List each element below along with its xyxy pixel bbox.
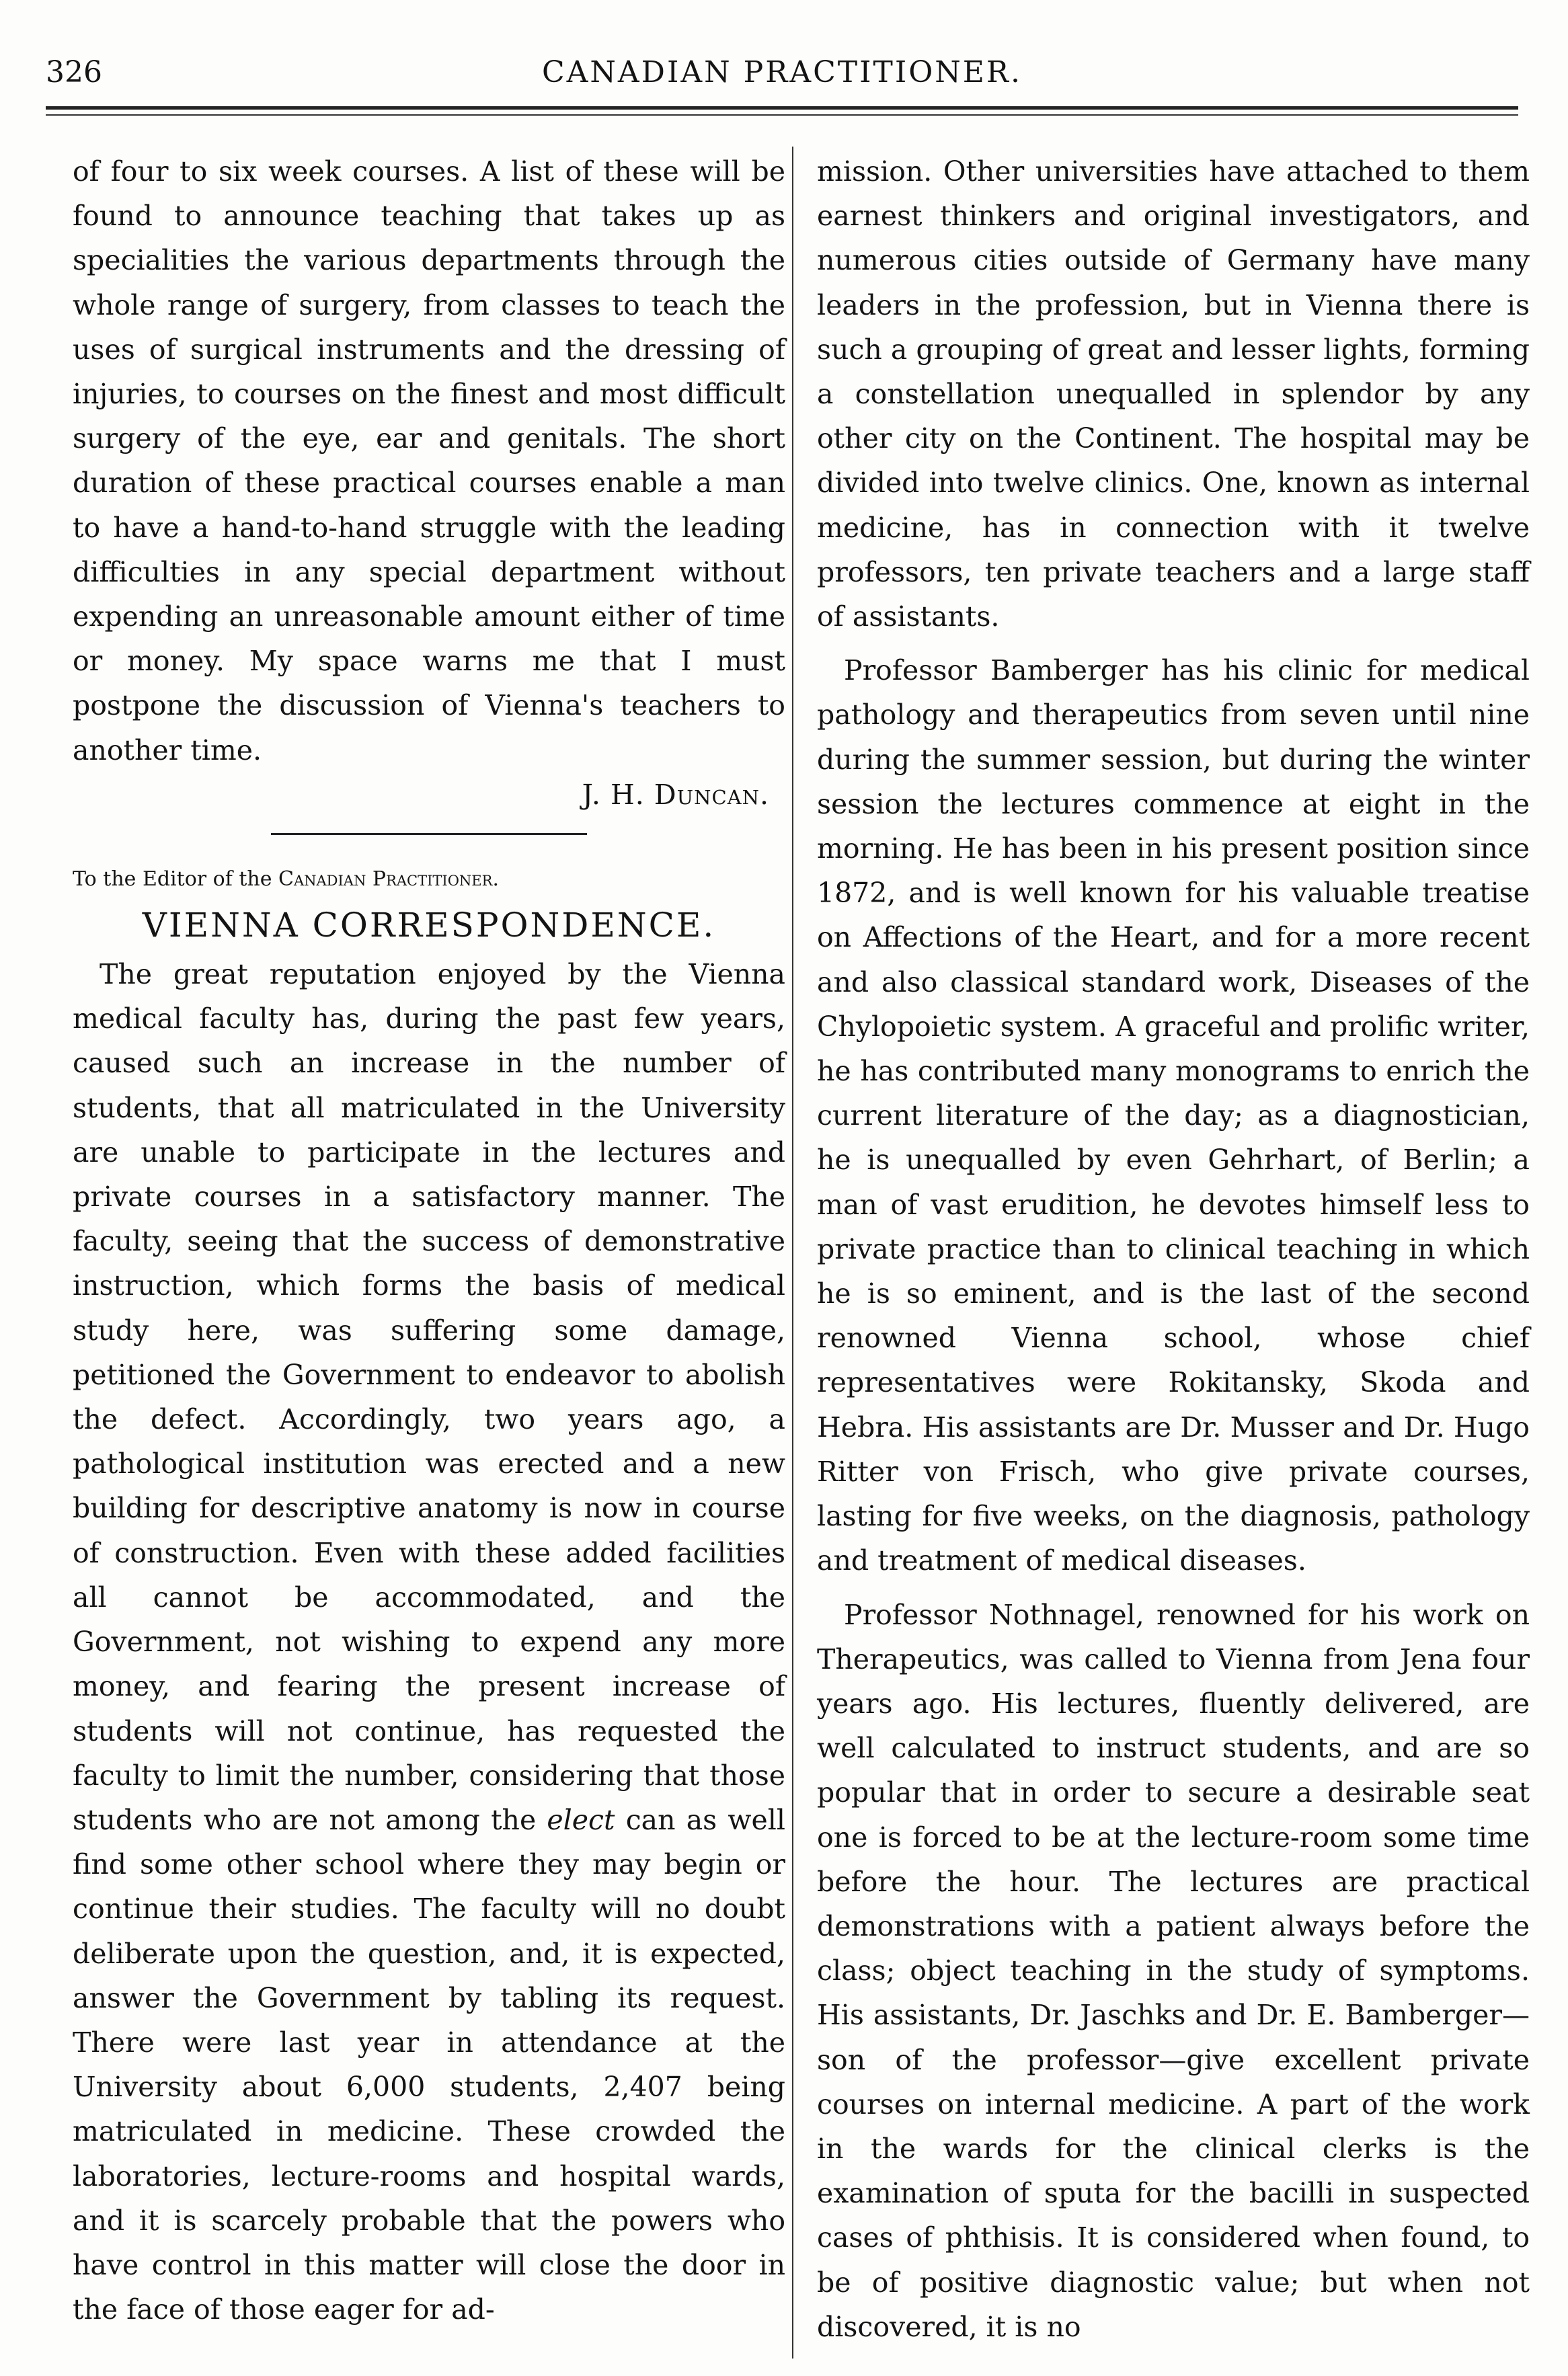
author-signature: J. H. Duncan. [582, 778, 769, 811]
right-paragraph-3: Professor Nothnagel, renowned for his work on Therapeutics, was called to Vienna from Jena four years ago. His lectures, fluently delivered, are well calculated to instruct students, and are so popular that in order to secure a desirable seat one is forced to be at the lecture-room some time before the hour. The lectures are practical demonstrations with a patient always before the class; object teaching in the study of symptoms. His assistants, Dr. Jaschks and Dr. E. Bamberger—son of the professor—give excellent private courses on internal medicine. A part of the work in the wards for the clinical clerks is the examination of sputa for the bacilli in suspected cases of phthisis. It is considered when found, to be of positive diagnostic value; but when not discovered, it is no [817, 1598, 1530, 2343]
section-divider [271, 833, 587, 835]
header-rule-thin [46, 114, 1518, 116]
running-title: CANADIAN PRACTITIONER. [541, 55, 1023, 89]
page-number: 326 [46, 55, 102, 89]
left-column [73, 149, 785, 2332]
body-paragraph-1 [73, 952, 785, 2332]
header-rule-thick [46, 106, 1518, 110]
page-header [46, 55, 1518, 109]
to-editor-prefix: To the Editor of the [73, 867, 279, 892]
journal-name: Canadian Practitioner. [278, 867, 499, 892]
section-heading: VIENNA CORRESPONDENCE. [142, 906, 716, 945]
para-text-a: The great reputation enjoyed by the Vienna medical faculty has, during the past few years, caused such an increase in the number of students, that all matriculated in the University are unable to participate in the lectures and private courses in a satisfactory manner. The faculty, seeing that the success of demonstrative instruction, which forms the basis of medical study here, was suffering some damage, petitioned the Government to endeavor to abolish the defect. Accordingly, two years ago, a pathological institution was erected and a new building for descriptive anatomy is now in course of construction. Even with these added facilities all cannot be accommodated, and the Government, not wishing to expend any more money, and fearing the present increase of students will not continue, has requested the faculty to limit the number, considering that those students who are not among the [73, 958, 785, 1836]
right-column [817, 149, 1530, 2349]
to-editor-line [73, 861, 785, 898]
italic-word: elect [547, 1803, 615, 1836]
right-paragraph-1: mission. Other universities have attached to them earnest thinkers and original investigators, and numerous cities outside of Germany have many leaders in the profession, but in Vienna there is such a grouping of great and lesser lights, forming a constellation unequalled in splendor by any other city on the Continent. The hospital may be divided into twelve clinics. One, known as internal medicine, has in connection with it twelve professors, ten private teachers and a large staff of assistants. [817, 155, 1530, 633]
para-text-b: can as well find some other school where they may begin or continue their studies. The faculty will no doubt deliberate upon the question, and, it is expected, answer the Government by tabling its request. There were last year in attendance at the University about 6,000 students, 2,407 being matriculated in medicine. These crowded the laboratories, lecture-rooms and hospital wards, and it is scarcely probable that the powers who have control in this matter will close the door in the face of those eager for ad- [73, 1803, 785, 2326]
column-divider [792, 147, 793, 2359]
right-paragraph-2: Professor Bamberger has his clinic for medical pathology and therapeutics from seven until nine during the summer session, but during the winter session the lectures commence at eight in the morning. He has been in his present position since 1872, and is well known for his valuable treatise on Affections of the Heart, and for a more recent and also classical standard work, Diseases of the Chylopoietic system. A graceful and prolific writer, he has contributed many monograms to enrich the current literature of the day; as a diagnostician, he is unequalled by even Gehrhart, of Berlin; a man of vast erudition, he devotes himself less to private practice than to clinical teaching in which he is so eminent, and is the last of the second renowned Vienna school, whose chief representatives were Rokitansky, Skoda and Hebra. His assistants are Dr. Musser and Dr. Hugo Ritter von Frisch, who give private courses, lasting for five weeks, on the diagnosis, pathology and treatment of medical diseases. [817, 654, 1530, 1577]
continuation-paragraph: of four to six week courses. A list of these will be found to announce teaching that takes up as specialities the various departments through the whole range of surgery, from classes to teach the uses of surgical instruments and the dressing of injuries, to courses on the finest and most difficult surgery of the eye, ear and genitals. The short duration of these practical courses enable a man to have a hand-to-hand struggle with the leading difficulties in any special department without expending an unreasonable amount either of time or money. My space warns me that I must postpone the discussion of Vienna's teachers to another time. [73, 155, 785, 766]
